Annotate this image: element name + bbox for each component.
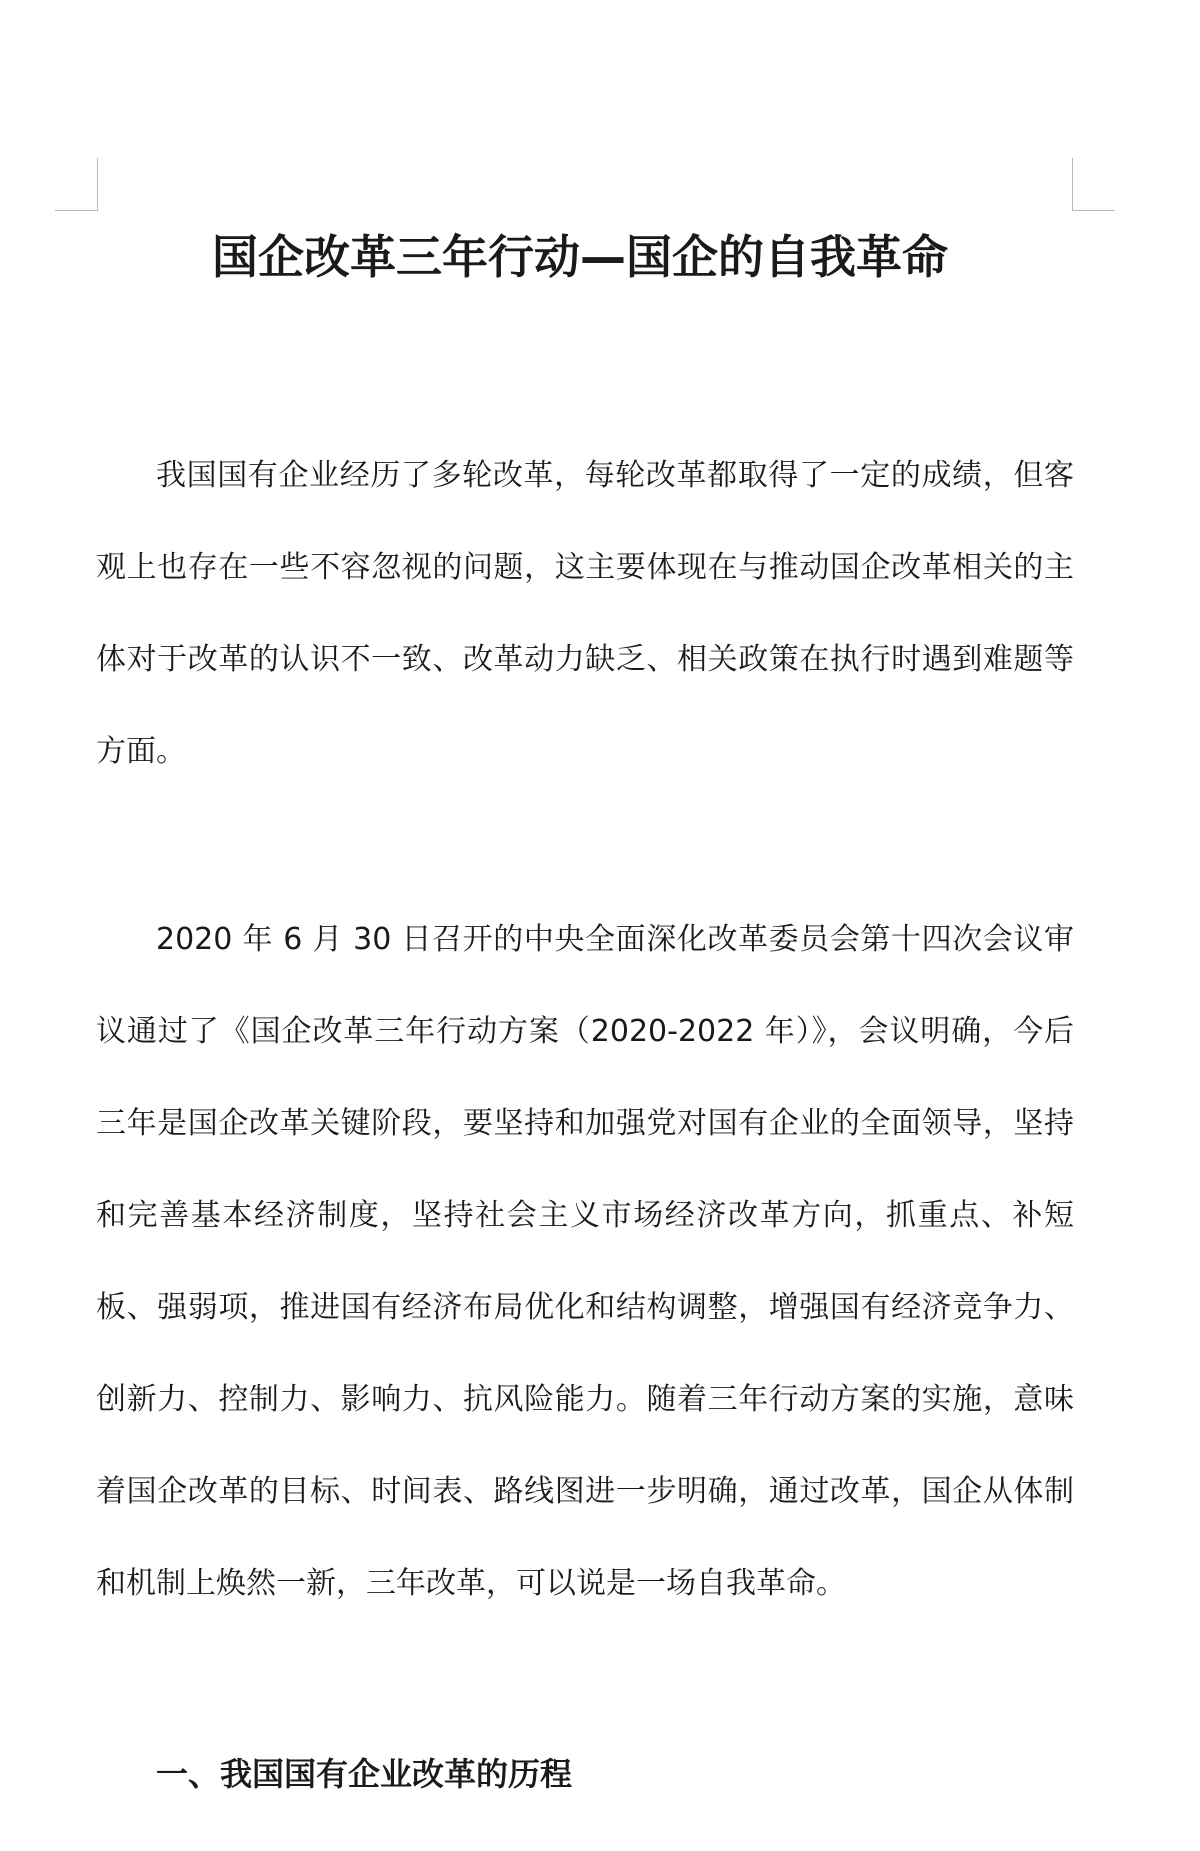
paragraph-intro: 我国国有企业经历了多轮改革，每轮改革都取得了一定的成绩，但客观上也存在一些不容忽视的问题，这主要体现在与推动国企改革相关的主体对于改革的认识不一致、改革动力缺乏、相关政策在执行时遇到难题等方面。 [96, 458, 1074, 769]
crop-mark-top-left [55, 158, 98, 211]
document-title: 国企改革三年行动—国企的自我革命 [212, 230, 948, 284]
section-heading: 一、我国国有企业改革的历程 [156, 1755, 573, 1793]
crop-mark-top-right [1072, 158, 1115, 211]
paragraph-meeting: 2020 年 6 月 30 日召开的中央全面深化改革委员会第十四次会议审议通过了《国企改革三年行动方案（2020-2022 年）》，会议明确，今后三年是国企改革关键阶段，要坚持和加强党对国有企业的全面领导，坚持和完善基本经济制度，坚持社会主义市场经济改革方向，抓重点、补短板、强弱项，推进国有经济布局优化和结构调整，增强国有经济竞争力、创新力、控制力、影响力、抗风险能力。随着三年行动方案的实施，意味着国企改革的目标、时间表、路线图进一步明确，通过改革，国企从体制和机制上焕然一新，三年改革，可以说是一场自我革命。 [96, 922, 1074, 1601]
